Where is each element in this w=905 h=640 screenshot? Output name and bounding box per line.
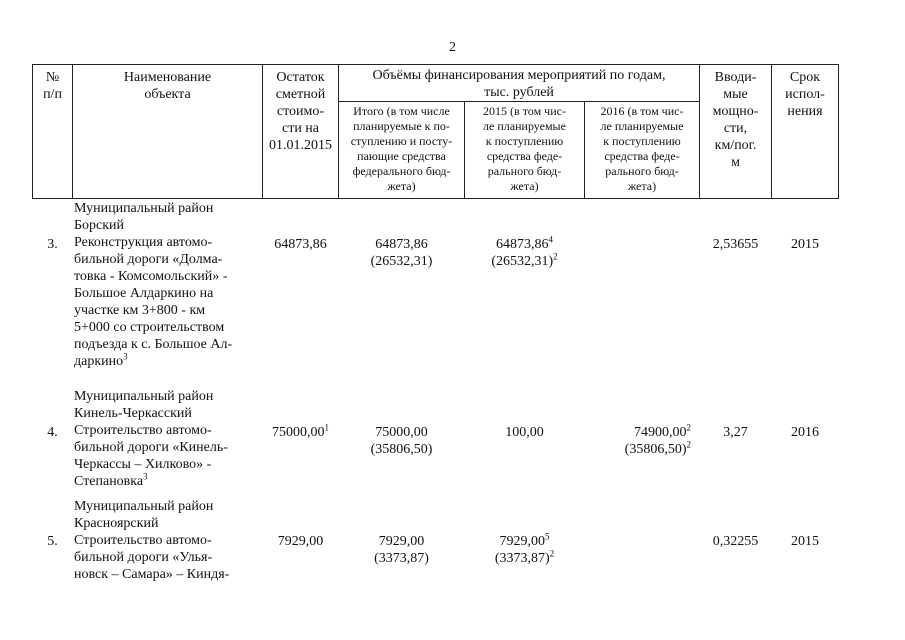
table-right-border <box>838 64 839 198</box>
federal-2015-value: (3373,87) <box>494 551 550 566</box>
federal-2016-value: (35806,50) <box>624 442 687 457</box>
amount-2015-value: 64873,86 <box>496 237 549 252</box>
remaining-cost <box>263 424 338 441</box>
completion-term: 2015 <box>791 534 819 549</box>
page-number: 2 <box>449 40 456 55</box>
header-volumes: Объёмы финансирования мероприятий по годам, тыс. рублей <box>372 68 666 100</box>
table-top-border <box>32 64 839 65</box>
federal-2016 <box>585 441 691 458</box>
footnote-mark: 2 <box>549 548 555 559</box>
amount-2015 <box>465 236 584 253</box>
completion-term: 2016 <box>791 425 819 440</box>
object-name-text: Муниципальный район Кинель-Черкасский Строительство автомо- бильной дороги «Кинель- Черкассы – Хилково» - Степановка <box>74 389 228 489</box>
amount-2016 <box>585 424 691 441</box>
total-federal-amount: (35806,50) <box>370 442 433 457</box>
total-amount: 7929,00 <box>378 534 425 549</box>
footnote-mark: 3 <box>143 471 148 482</box>
footnote-mark: 2 <box>686 422 691 433</box>
amount-2015: 100,00 <box>505 425 544 440</box>
footnote-mark: 3 <box>123 351 128 362</box>
footnote-mark: 2 <box>553 251 558 262</box>
header-term: Срок испол- нения <box>785 70 825 119</box>
remaining-cost: 7929,00 <box>277 534 324 549</box>
subheader-total: Итого (в том числе планируемые к по- ступлению и посту- пающие средства федерального бюд- жета) <box>350 104 453 193</box>
amount-2015 <box>465 533 584 550</box>
footnote-mark: 5 <box>545 531 550 542</box>
total-federal-amount: (3373,87) <box>374 551 429 566</box>
footnote-mark: 2 <box>686 439 691 450</box>
header-bottom-border <box>32 198 839 199</box>
object-name <box>74 388 264 490</box>
object-name-text: Муниципальный район Борский Реконструкция автомо- бильной дороги «Долма- товка - Комсомольский» - Большое Алдаркино на участке км 3+800 - км 5+000 со строительством подъезда к с. Большое Ал- даркино <box>74 201 233 369</box>
federal-2015 <box>465 550 584 567</box>
federal-2015-value: (26532,31) <box>491 254 554 269</box>
remaining-cost: 64873,86 <box>274 237 327 252</box>
row-number: 5. <box>47 534 58 549</box>
capacity: 3,27 <box>723 425 748 440</box>
total-amount: 64873,86 <box>375 237 428 252</box>
row-number: 4. <box>47 425 58 440</box>
object-name <box>74 200 264 370</box>
header-capacity: Вводи- мые мощно- сти, км/пог. м <box>712 70 759 170</box>
header-no: № п/п <box>43 70 62 102</box>
object-name <box>74 498 264 583</box>
remaining-cost-value: 75000,00 <box>272 425 325 440</box>
subheader-2015: 2015 (в том чис- ле планируемые к поступлению средства феде- рального бюд- жета) <box>483 104 566 193</box>
header-remaining: Остаток сметной стоимо- сти на 01.01.2015 <box>269 70 332 153</box>
completion-term: 2015 <box>791 237 819 252</box>
footnote-mark: 1 <box>324 422 329 433</box>
amount-2016-value: 74900,00 <box>634 425 687 440</box>
federal-2015 <box>465 253 584 270</box>
capacity: 0,32255 <box>712 534 759 549</box>
subheader-2016: 2016 (в том чис- ле планируемые к поступлению средства феде- рального бюд- жета) <box>600 104 684 193</box>
object-name-text: Муниципальный район Красноярский Строительство автомо- бильной дороги «Улья- новск – Самара» – Киндя- <box>74 499 230 582</box>
row-number: 3. <box>47 237 58 252</box>
subheader-divider <box>338 101 699 102</box>
total-amount: 75000,00 <box>375 425 428 440</box>
total-federal-amount: (26532,31) <box>370 254 433 269</box>
capacity: 2,53655 <box>712 237 759 252</box>
footnote-mark: 4 <box>548 234 553 245</box>
header-name: Наименование объекта <box>123 70 212 102</box>
amount-2015-value: 7929,00 <box>499 534 545 549</box>
